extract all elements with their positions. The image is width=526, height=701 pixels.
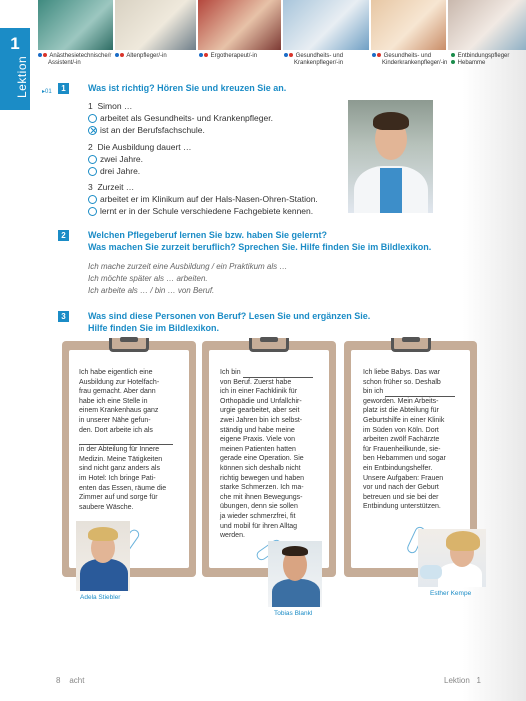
phrase: Ich arbeite als … / bin … von Beruf.	[88, 286, 215, 295]
text-line: ben Hebammen und sogar	[363, 455, 446, 463]
option-label: drei Jahre.	[100, 166, 141, 176]
person-name: Adela Stiebler	[80, 594, 121, 601]
question-stem	[88, 100, 273, 112]
text-line: arbeiten zwölf Fachärzte	[363, 436, 440, 444]
option-label: zwei Jahre.	[100, 154, 143, 164]
clipboard-text	[220, 368, 330, 541]
answer-option[interactable]	[88, 193, 318, 205]
category-dot	[284, 53, 288, 57]
category-dot	[38, 53, 42, 57]
footer-lektion-label: Lektion	[444, 676, 470, 685]
text-line: im Süden von Köln. Dort	[363, 426, 439, 434]
text-line: von Beruf. Zuerst habe	[220, 378, 292, 386]
answer-blank[interactable]	[385, 389, 455, 397]
text-line: platz ist die Abteilung für	[363, 407, 439, 415]
text-line: gerade eine Operation. Sie	[220, 455, 304, 463]
text-line: Orthopädie und Unfallchir-	[220, 397, 302, 405]
answer-option[interactable]	[88, 205, 318, 217]
category-dot	[451, 53, 455, 57]
caption-line: Kinderkrankenpfleger/-in	[382, 60, 448, 66]
text-line: für Frauenheilkunde, sie-	[363, 445, 441, 453]
task-title-line: Hilfe finden Sie im Bildlexikon.	[88, 323, 220, 333]
radio-button[interactable]	[88, 114, 97, 123]
category-dot	[115, 53, 119, 57]
person-hair	[282, 546, 308, 556]
question-2	[88, 141, 192, 177]
clipboard-text	[363, 368, 469, 512]
option-label: lernt er in der Schule verschiedene Fachgebiete kennen.	[100, 206, 314, 216]
text-line: geworden. Mein Arbeits-	[363, 397, 439, 405]
text-line: Entbindung unterstützen.	[363, 503, 441, 511]
text-fragment: bin ich	[363, 388, 384, 396]
text-line: ständig und habe meine	[220, 426, 295, 434]
option-label: arbeitet als Gesundheits- und Krankenpfleger.	[100, 113, 273, 123]
task-title-line: Was sind diese Personen von Beruf? Lesen Sie und ergänzen Sie.	[88, 311, 371, 321]
text-line	[363, 387, 469, 397]
category-dot	[199, 53, 203, 57]
text-line: übungen, denn sie sollen	[220, 503, 298, 511]
text-line: einem Krankenhaus ganz	[79, 407, 159, 415]
text-line: Unsere Aufgaben: Frauen	[363, 474, 444, 482]
text-line: enten das Essen, räume die	[79, 484, 167, 492]
text-line: richtig bewegen und haben	[220, 474, 305, 482]
answer-option[interactable]	[88, 153, 192, 165]
photo-caption	[284, 53, 343, 67]
photo-nursing	[283, 0, 369, 50]
photo-tobias-blankl	[268, 541, 322, 607]
radio-button[interactable]	[88, 207, 97, 216]
answer-option[interactable]	[88, 165, 192, 177]
photo-caption	[372, 53, 447, 67]
phrase: Ich mache zurzeit eine Ausbildung / ein Praktikum als …	[88, 262, 288, 271]
question-1	[88, 100, 273, 136]
caption-line: Assistent/-in	[48, 60, 81, 66]
clipboard-clip-bar	[402, 337, 420, 342]
caption-line: Anästhesietechnische/r	[49, 53, 112, 59]
text-line: im Hotel: Ich bringe Pati-	[79, 474, 156, 482]
radio-button-checked[interactable]	[88, 126, 97, 135]
audio-icon: ▸	[42, 89, 46, 95]
text-line: Medizin. Meine Tätigkeiten	[79, 455, 163, 463]
text-line: und mobil für ihren Alltag	[220, 522, 298, 530]
question-text: Zurzeit …	[97, 182, 135, 192]
question-number: 1	[88, 101, 93, 111]
text-line: Ausbildung zur Hotelfach-	[79, 378, 160, 386]
clipboard-text	[79, 368, 189, 512]
clipboard-clip-bar	[260, 337, 278, 342]
text-line: Zimmer auf und sorge für	[79, 494, 158, 502]
photo-midwife	[448, 0, 526, 50]
answer-option[interactable]	[88, 124, 273, 136]
category-dot	[372, 53, 376, 57]
photo-geriatric-care	[115, 0, 197, 50]
text-line: saubere Wäsche.	[79, 503, 134, 511]
question-text: Simon …	[97, 101, 133, 111]
task-number-1: 1	[58, 83, 69, 94]
text-line: in der Abteilung für Innere	[79, 446, 160, 454]
text-line	[220, 368, 330, 378]
category-dot	[289, 53, 293, 57]
caption-line: Krankenpfleger/-in	[294, 60, 344, 66]
radio-button[interactable]	[88, 167, 97, 176]
task-title-line: Welchen Pflegeberuf lernen Sie bzw. haben Sie gelernt?	[88, 230, 328, 240]
caption-line: Entbindungspfleger	[457, 53, 510, 59]
text-fragment: Ich bin	[220, 369, 241, 376]
person-shirt	[272, 579, 320, 607]
photo-esther-kempe	[418, 529, 486, 587]
question-stem	[88, 141, 192, 153]
caption-line: Gesundheits- und	[295, 53, 344, 59]
text-line: meinen Patienten hatten	[220, 445, 296, 453]
text-line: sind nicht ganz anders als	[79, 465, 160, 473]
text-line: den. Dort arbeite ich als	[79, 426, 153, 434]
task-number-3: 3	[58, 311, 69, 322]
clipboard-clip-bar	[120, 337, 138, 342]
category-dot	[377, 53, 381, 57]
answer-option[interactable]	[88, 112, 273, 124]
photo-adela-stiebler	[76, 521, 130, 591]
caption-line: Altenpfleger/-in	[126, 53, 167, 59]
lektion-tab	[0, 28, 30, 110]
text-line: eigene Praxis. Viele von	[220, 436, 295, 444]
answer-blank[interactable]	[243, 370, 313, 378]
category-dot	[120, 53, 124, 57]
text-line: betreuen und sie bei der	[363, 493, 439, 501]
question-text: Die Ausbildung dauert …	[97, 142, 192, 152]
person-name: Tobias Blankl	[274, 610, 313, 617]
task-number-2: 2	[58, 230, 69, 241]
question-stem	[88, 181, 318, 193]
text-line: können sich deshalb nicht	[220, 464, 301, 472]
person-equipment	[420, 565, 442, 579]
radio-button[interactable]	[88, 195, 97, 204]
text-line: Ich habe eigentlich eine	[79, 369, 153, 376]
text-line: zwei Jahren bin ich selbst-	[220, 416, 303, 424]
answer-blank[interactable]	[79, 437, 173, 445]
photo-caption	[199, 53, 257, 60]
page-word: acht	[69, 676, 85, 685]
photo-pediatric-nursing	[371, 0, 447, 50]
text-line: vor und nach der Geburt	[363, 484, 439, 492]
option-label: arbeitet er im Klinikum auf der Hals-Nasen-Ohren-Station.	[100, 194, 318, 204]
lektion-number: 1	[10, 34, 20, 53]
caption-line: Ergotherapeut/-in	[210, 53, 258, 59]
text-line: schon früher so. Deshalb	[363, 378, 441, 386]
question-number: 2	[88, 142, 93, 152]
answer-blank-row[interactable]	[79, 435, 189, 445]
text-line: starke Schmerzen. Ich ma-	[220, 484, 304, 492]
nurse-portrait	[348, 100, 433, 213]
text-line: ein Entbindungshelfer.	[363, 464, 433, 472]
task-title-2	[88, 229, 431, 253]
text-line: in unserer Nähe gefun-	[79, 416, 151, 424]
caption-line: Hebamme	[457, 60, 486, 66]
task-title-line: Was machen Sie zurzeit beruflich? Sprechen Sie. Hilfe finden Sie im Bildlexikon.	[88, 242, 432, 252]
question-number: 3	[88, 182, 93, 192]
text-line: Ich liebe Babys. Das war	[363, 369, 441, 376]
audio-track[interactable]	[42, 88, 52, 95]
photo-caption	[38, 53, 111, 67]
lektion-label: Lektion	[15, 55, 29, 98]
text-line: frau gemacht. Aber dann	[79, 388, 156, 396]
option-label: ist an der Berufsfachschule.	[100, 125, 205, 135]
radio-button[interactable]	[88, 155, 97, 164]
audio-track-number: 01	[45, 89, 52, 95]
task-title-3	[88, 310, 370, 334]
page-number: 8	[56, 676, 61, 685]
text-line: ich in einer Fachklinik für	[220, 388, 298, 396]
text-line: werden.	[220, 532, 245, 540]
caption-line: Gesundheits- und	[383, 53, 432, 59]
footer-lektion-number: 1	[476, 676, 481, 685]
photo-caption	[115, 53, 167, 60]
text-line: ja wieder schmerzfrei, fit	[220, 512, 296, 520]
footer-right	[444, 676, 481, 685]
person-uniform	[80, 559, 128, 591]
phrase-list	[88, 261, 287, 297]
photo-ergotherapy	[198, 0, 281, 50]
portrait-scrubs	[380, 168, 402, 213]
category-dot	[43, 53, 47, 57]
person-hair	[446, 531, 480, 551]
text-line: habe ich eine Stelle in	[79, 397, 148, 405]
photo-caption	[451, 53, 509, 67]
footer-left	[56, 676, 84, 685]
text-line: urgie gearbeitet, aber seit	[220, 407, 300, 415]
person-name: Esther Kempe	[430, 590, 472, 597]
text-line: Geburtshilfe in einer Klinik	[363, 416, 445, 424]
category-dot	[451, 60, 455, 64]
person-hair	[88, 527, 118, 541]
question-3	[88, 181, 318, 217]
photo-captions	[38, 53, 526, 67]
portrait-hair	[373, 112, 409, 130]
photo-anaesthesia	[38, 0, 113, 50]
phrase: Ich möchte später als … arbeiten.	[88, 274, 208, 283]
task-title-1: Was ist richtig? Hören Sie und kreuzen Sie an.	[88, 83, 287, 93]
category-dot	[204, 53, 208, 57]
text-line: che mit ihnen Bewegungs-	[220, 493, 303, 501]
